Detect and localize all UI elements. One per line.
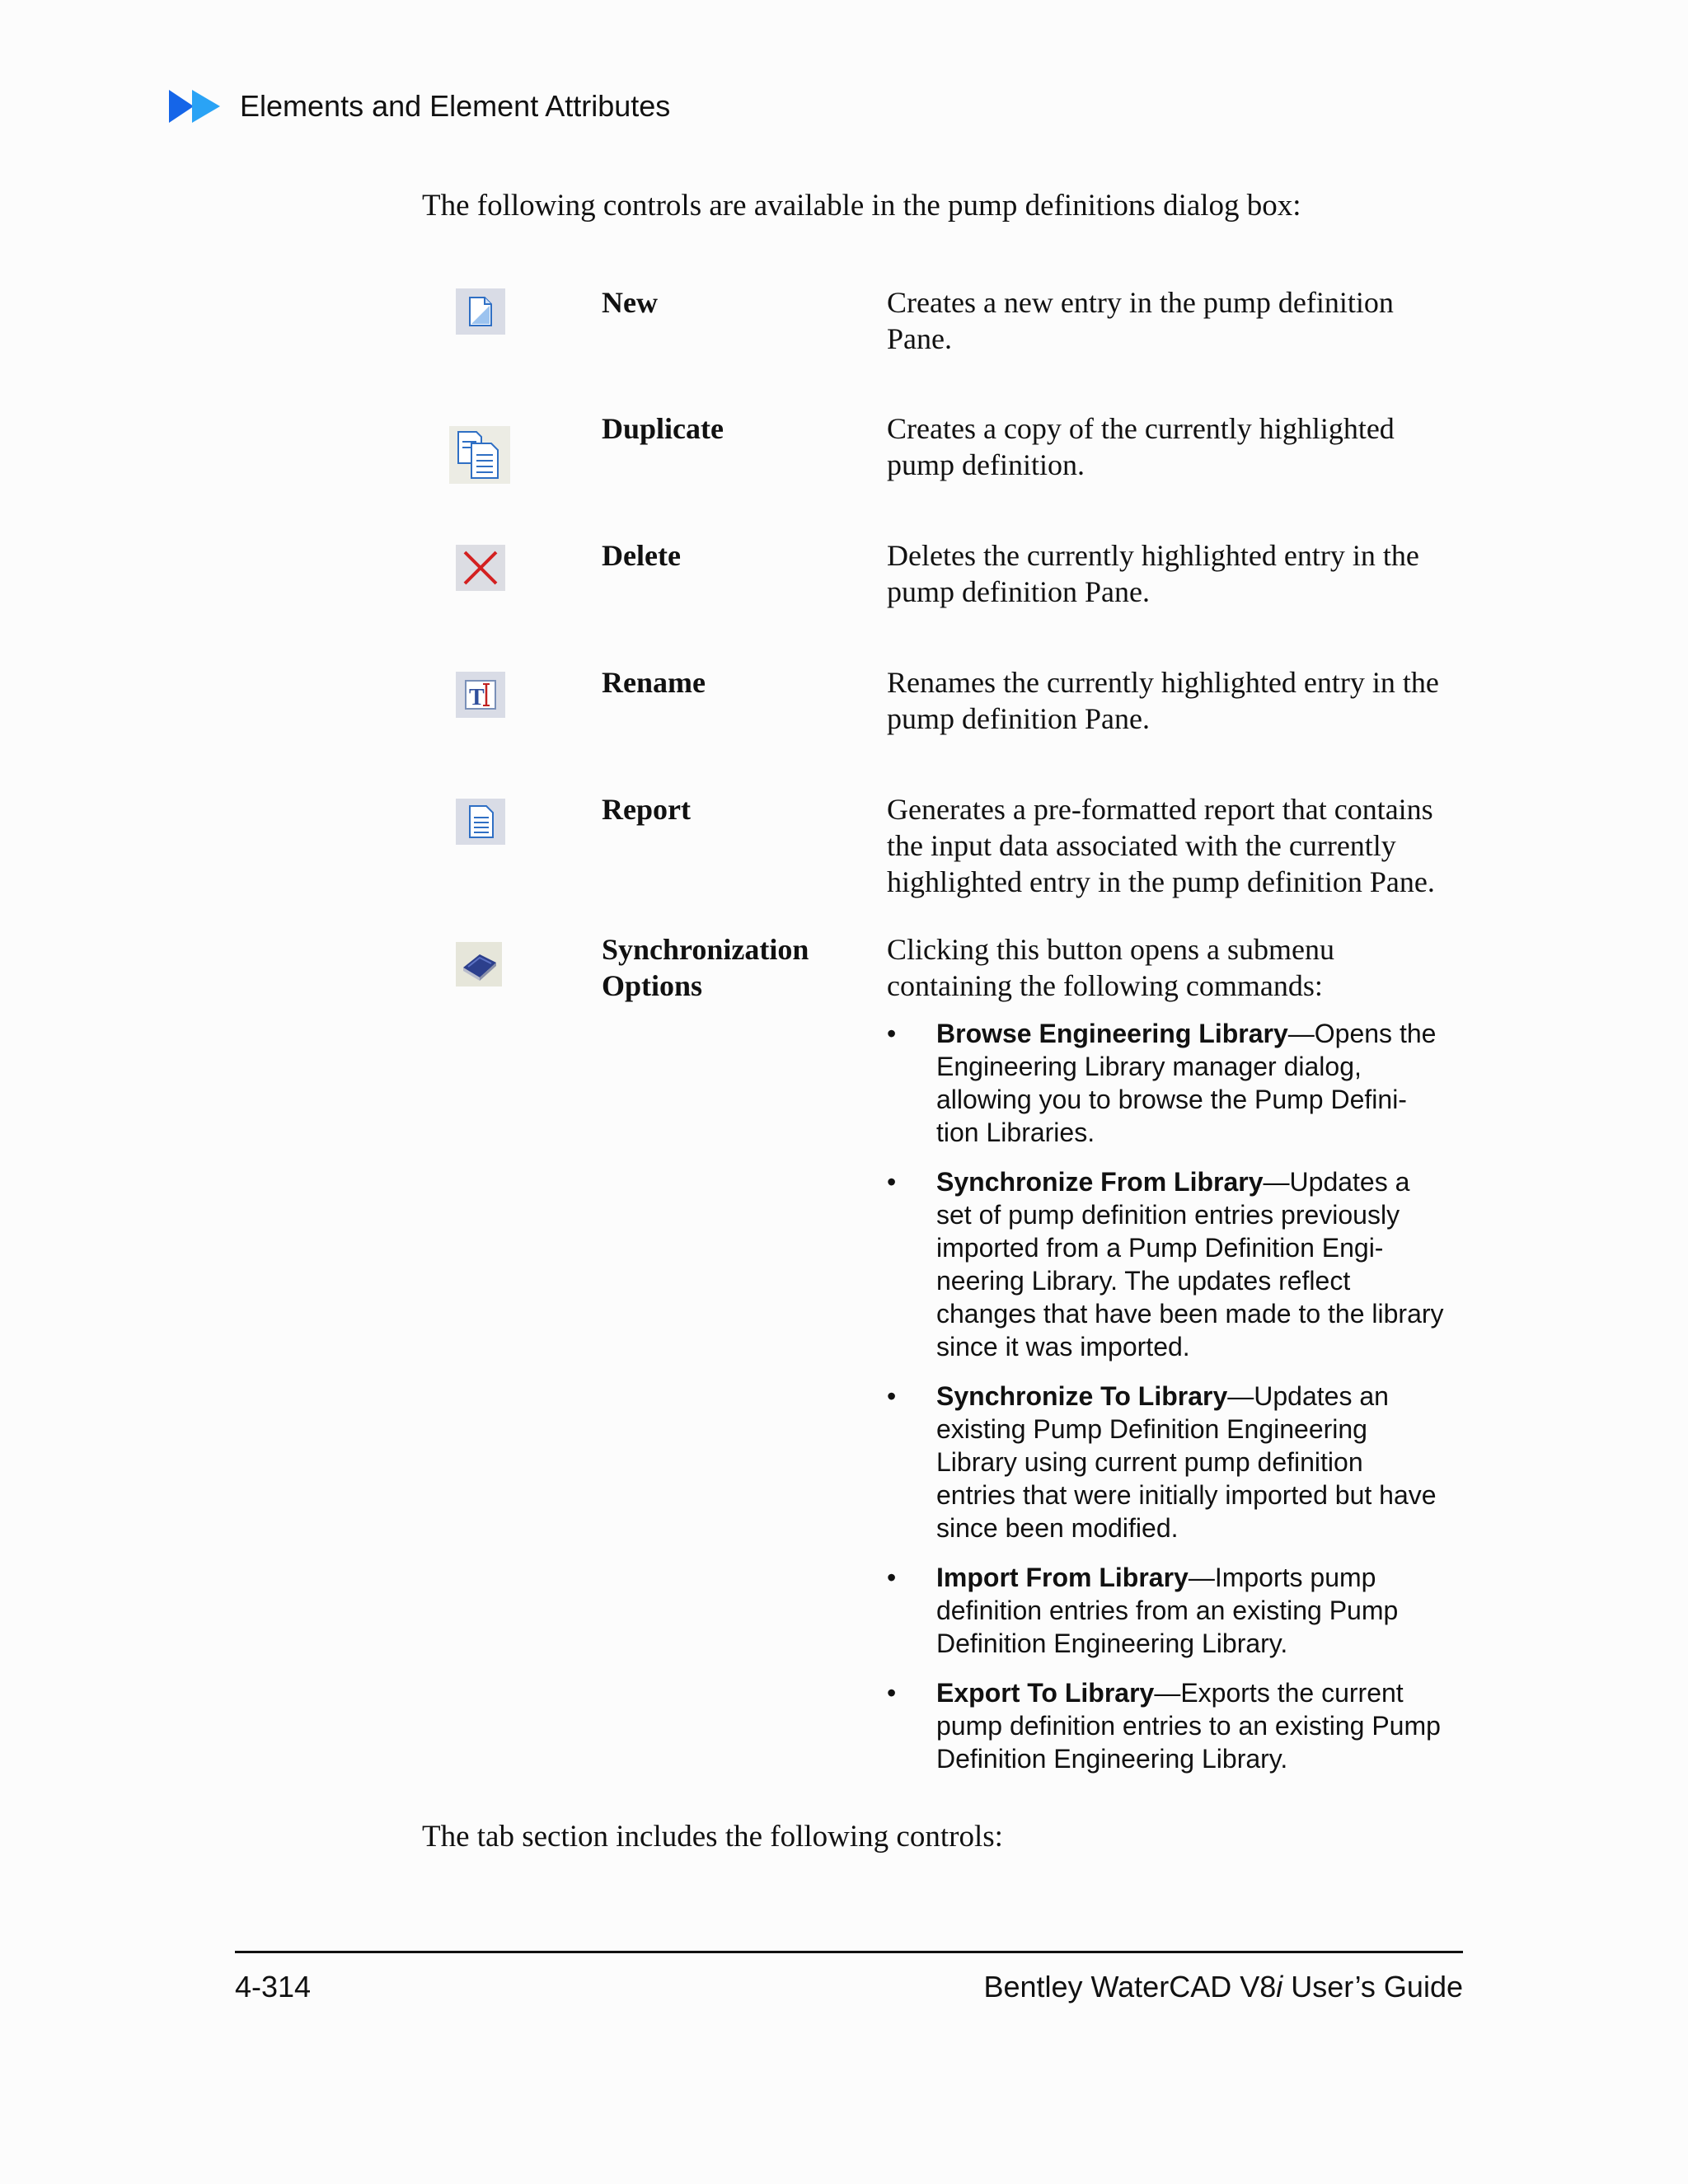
command-description: —Updates a set of pump definition entries previously imported from a Pump Definition Engi-neering Library. The updates reflect changes that have been made to the library since it was imported. (936, 1167, 1444, 1361)
control-description: Clicking this button opens a submenu containing the following commands: (887, 933, 1334, 1002)
command-name: Synchronize To Library (936, 1381, 1228, 1411)
control-name: Delete (602, 539, 681, 572)
guide-title-italic: i (1276, 1970, 1283, 2004)
command-description: —Imports pump definition entries from an existing Pump Definition Engineering Library. (936, 1563, 1399, 1658)
bullet: • (887, 1381, 897, 1411)
guide-title-prefix: Bentley WaterCAD V8 (983, 1970, 1277, 2004)
command-description: —Opens the Engineering Library manager dialog, allowing you to browse the Pump Defini-tion Libraries. (936, 1019, 1437, 1147)
control-description: Renames the currently highlighted entry in the pump definition Pane. (887, 666, 1439, 735)
command-description: —Updates an existing Pump Definition Engineering Library using current pump definition entries that were initially imported but have since been modified. (936, 1381, 1437, 1543)
control-description: Generates a pre-formatted report that contains the input data associated with the currently highlighted entry in the pump definition Pane. (887, 793, 1435, 898)
bullet: • (887, 1019, 897, 1048)
command-description: —Exports the current pump definition entries to an existing Pump Definition Engineering Library. (936, 1678, 1441, 1774)
control-description: Creates a copy of the currently highlighted pump definition. (887, 412, 1395, 481)
control-name: New (602, 286, 658, 319)
footer-divider (235, 1951, 1463, 1953)
command-name: Browse Engineering Library (936, 1019, 1288, 1048)
control-description: Deletes the currently highlighted entry in the pump definition Pane. (887, 539, 1419, 608)
control-name: Report (602, 793, 691, 826)
outro-paragraph: The tab section includes the following controls: (422, 1820, 1003, 1854)
list-item (887, 1165, 1447, 1363)
double-arrow-icon (169, 88, 223, 124)
bullet: • (887, 1167, 897, 1197)
command-name: Import From Library (936, 1563, 1189, 1592)
page-header (169, 87, 670, 126)
list-item (887, 1017, 1447, 1149)
page-number: 4-314 (235, 1970, 312, 2004)
control-description: Creates a new entry in the pump definition Pane. (887, 286, 1394, 355)
list-item (887, 1380, 1447, 1544)
section-title: Elements and Element Attributes (240, 89, 671, 123)
guide-title-suffix: User’s Guide (1282, 1970, 1463, 2004)
bullet: • (887, 1563, 897, 1592)
control-name: Synchronization Options (602, 933, 809, 1002)
report-icon (455, 798, 506, 846)
control-name: Duplicate (602, 412, 724, 445)
svg-text:T: T (469, 685, 485, 710)
command-name: Export To Library (936, 1678, 1155, 1708)
bullet: • (887, 1678, 897, 1708)
new-document-icon (455, 288, 506, 335)
control-name: Rename (602, 666, 706, 699)
delete-icon (455, 544, 506, 592)
duplicate-icon (448, 425, 511, 485)
list-item (887, 1561, 1447, 1660)
book-icon (455, 941, 503, 987)
command-name: Synchronize From Library (936, 1167, 1264, 1197)
guide-title (983, 1970, 1463, 2004)
intro-paragraph: The following controls are available in the pump definitions dialog box: (422, 189, 1301, 223)
list-item (887, 1676, 1447, 1775)
rename-icon (455, 671, 506, 719)
sync-submenu-list (887, 1017, 1447, 1792)
